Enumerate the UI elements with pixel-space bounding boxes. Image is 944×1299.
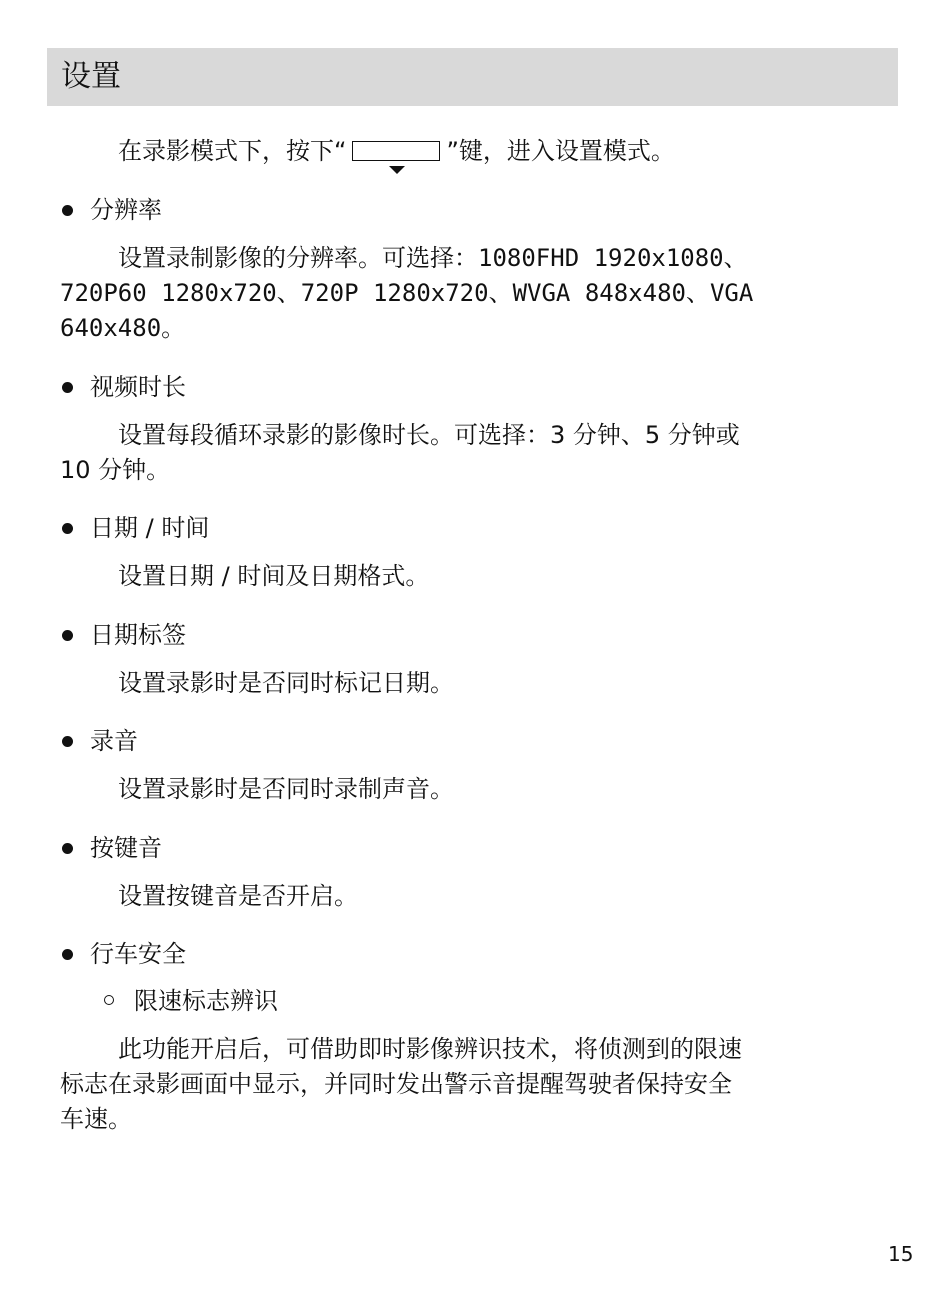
intro-line	[118, 135, 675, 167]
section-desc-line: 设置每段循环录影的影像时长。可选择：3 分钟、5 分钟或	[118, 421, 740, 449]
page-title: 设置	[61, 59, 121, 94]
bullet-icon	[62, 523, 73, 534]
section-label-video-length: 视频时长	[90, 373, 186, 401]
section-desc-line: 设置日期 / 时间及日期格式。	[118, 562, 430, 590]
section-desc-line: 设置按键音是否开启。	[118, 882, 358, 910]
down-arrow-icon	[389, 166, 405, 174]
section-desc-line: 640x480。	[60, 314, 186, 342]
section-label-date-time: 日期 / 时间	[90, 514, 210, 542]
page-number: 15	[888, 1242, 914, 1266]
bullet-icon	[62, 736, 73, 747]
section-label-key-sound: 按键音	[90, 834, 162, 862]
section-desc-line: 720P60 1280x720、720P 1280x720、WVGA 848x480、VGA	[60, 279, 754, 307]
section-desc-line: 设置录制影像的分辨率。可选择：1080FHD 1920x1080、	[118, 244, 748, 272]
intro-text-after: ”键，进入设置模式。	[446, 137, 675, 165]
section-label-driving-safety: 行车安全	[90, 940, 186, 968]
bullet-icon	[62, 843, 73, 854]
menu-key-icon	[352, 141, 440, 161]
section-header	[47, 48, 898, 106]
sub-bullet-icon	[104, 995, 114, 1005]
bullet-icon	[62, 949, 73, 960]
sub-item-label-speed-sign-recognition: 限速标志辨识	[134, 987, 278, 1015]
sub-item-desc-line: 车速。	[60, 1105, 132, 1133]
section-label-audio-recording: 录音	[90, 727, 138, 755]
section-label-date-stamp: 日期标签	[90, 621, 186, 649]
bullet-icon	[62, 630, 73, 641]
bullet-icon	[62, 205, 73, 216]
section-desc-line: 设置录影时是否同时标记日期。	[118, 669, 454, 697]
sub-item-desc-line: 此功能开启后，可借助即时影像辨识技术，将侦测到的限速	[118, 1035, 742, 1063]
section-label-resolution: 分辨率	[90, 196, 162, 224]
intro-text-before: 在录影模式下，按下“	[118, 137, 347, 165]
bullet-icon	[62, 382, 73, 393]
section-desc-line: 设置录影时是否同时录制声音。	[118, 775, 454, 803]
section-desc-line: 10 分钟。	[60, 456, 171, 484]
sub-item-desc-line: 标志在录影画面中显示，并同时发出警示音提醒驾驶者保持安全	[60, 1070, 732, 1098]
